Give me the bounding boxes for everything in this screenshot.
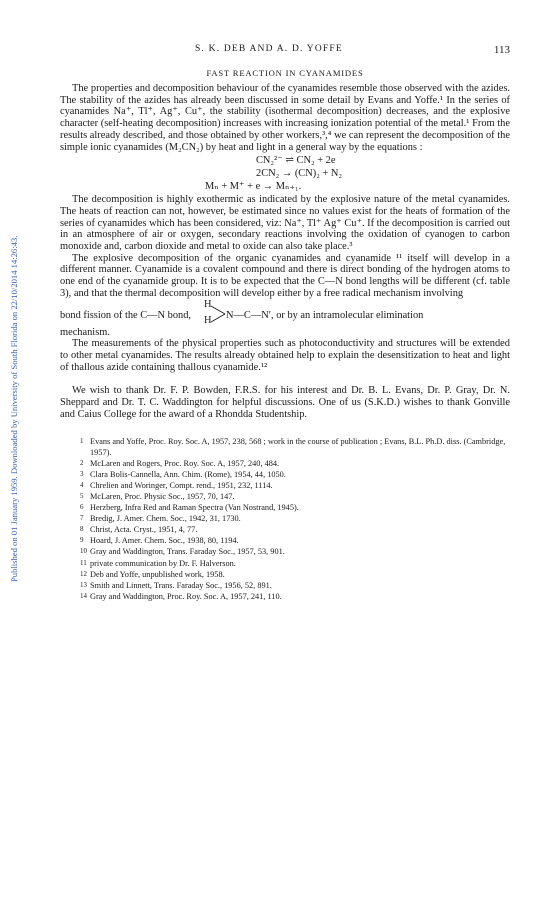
equation-metal-growth: Mₙ + M⁺ + e → Mₙ₊₁. — [205, 181, 302, 193]
equation-block — [60, 154, 510, 193]
structure-hydrogen-top: H — [204, 298, 212, 310]
structure-hydrogen-bottom: H — [204, 314, 212, 326]
reference-number: 12 — [80, 569, 87, 578]
reference-number: 3 — [80, 469, 84, 478]
reference-number: 14 — [80, 591, 87, 600]
reference-item — [80, 502, 510, 513]
reference-number: 11 — [80, 558, 87, 567]
reference-text: Hoard, J. Amer. Chem. Soc., 1938, 80, 1194. — [90, 536, 239, 546]
reference-text: private communication by Dr. F. Halverson. — [90, 558, 236, 568]
reference-text: Bredig, J. Amer. Chem. Soc., 1942, 31, 1730. — [90, 514, 241, 524]
reference-number: 8 — [80, 525, 84, 534]
reference-text: McLaren and Rogers, Proc. Roy. Soc. A, 1957, 240, 484. — [90, 458, 280, 468]
reference-text: Clara Bolis-Cannella, Ann. Chim. (Rome), 1954, 44, 1050. — [90, 469, 286, 479]
reference-number: 9 — [80, 536, 84, 545]
reference-item — [80, 580, 510, 591]
reference-number: 13 — [80, 580, 87, 589]
paragraph-mechanism-end: mechanism. — [60, 326, 110, 338]
reference-text: Gray and Waddington, Trans. Faraday Soc., 1957, 53, 901. — [90, 547, 285, 557]
reference-item — [80, 513, 510, 524]
reference-item — [80, 436, 510, 457]
section-title: FAST REACTION IN CYANAMIDES — [206, 68, 364, 78]
running-head-authors: S. K. DEB AND A. D. YOFFE — [195, 44, 343, 54]
reference-text: Evans and Yoffe, Proc. Roy. Soc. A, 1957, 238, 568 ; work in the course of publication ; Evans, B.L. Ph.D. diss. (Cambridge, 1957). — [90, 437, 506, 457]
reference-item — [80, 535, 510, 546]
acknowledgements: We wish to thank Dr. F. P. Bowden, F.R.S. for his interest and Dr. B. L. Evans, Dr. P. Gray, Dr. N. Sheppard and Dr. T. C. Waddington for helpful discussions. One of us (S.K.D.) wishes to thank Gonville and Caius College for the award of a Rhondda Studentship. — [60, 385, 510, 420]
reference-item — [80, 469, 510, 480]
reference-text: Smith and Linnett, Trans. Faraday Soc., 1956, 52, 891. — [90, 580, 272, 590]
structure-bond-lines — [210, 304, 226, 324]
paragraph-measurements: The measurements of the physical properties such as photoconductivity and structures will be extended to other metal cyanamides. The results already obtained help to explain the desensitization to heat and light of thallous azide containing thallous cyanamide.¹² — [60, 338, 510, 373]
reference-text: McLaren, Proc. Physic Soc., 1957, 70, 147. — [90, 491, 235, 501]
reference-item — [80, 524, 510, 535]
reference-number: 10 — [80, 547, 87, 556]
structure-lead-text: bond fission of the C—N bond, — [60, 309, 192, 321]
reference-item — [80, 569, 510, 580]
equation-cyanogen: 2CN₂ → (CN)₂ + N₂ — [256, 168, 342, 180]
reference-number: 4 — [80, 480, 84, 489]
paragraph-exothermic: The decomposition is highly exothermic as indicated by the explosive nature of the metal cyanamides. The heats of reaction can not, however, be estimated since no values exist for the heats of formation of the series of cyanamides which has been considered, viz: Na⁺, Tl⁺ Ag⁺ Cu⁺. If the decomposition is carried out in an atmosphere of air or oxygen, secondary reactions involving the oxidation of cyanogen to carbon monoxide and, carbon dioxide and metal to oxide can also take place.³ — [60, 194, 510, 253]
reference-number: 2 — [80, 458, 84, 467]
reference-item — [80, 591, 510, 602]
reference-number: 6 — [80, 503, 84, 512]
reference-text: Deb and Yoffe, unpublished work, 1958. — [90, 569, 225, 579]
reference-text: Gray and Waddington, Proc. Roy. Soc. A, 1957, 241, 110. — [90, 591, 282, 601]
reference-item — [80, 458, 510, 469]
running-head — [60, 44, 510, 58]
reference-item — [80, 558, 510, 569]
cyanamide-structure-line — [60, 298, 510, 327]
reference-number: 1 — [80, 437, 84, 446]
journal-page — [60, 44, 510, 602]
paragraph-stability: The properties and decomposition behaviour of the cyanamides resemble those observed with the azides. The stability of the azides has already been discussed in some detail by Evans and Yoffe.¹ In the series of cyanamides Na⁺, Tl⁺, Ag⁺, Cu⁺, the stability (isothermal decomposition) decreases, and the explosive character (self-heating decomposition) increases with increasing ionization potential of the metal.¹ From the results already described, and those obtained by other workers,³,⁴ we can represent the decomposition of the simple ionic cyanamides (M₂CN₂) by heat and light in a general way by the equations : — [60, 83, 510, 153]
reference-text: Herzberg, Infra Red and Raman Spectra (Van Nostrand, 1945). — [90, 503, 299, 513]
reference-item — [80, 546, 510, 557]
page-number: 113 — [493, 44, 510, 56]
reference-text: Chrelien and Woringer, Compt. rend., 1951, 232, 1114. — [90, 480, 273, 490]
paragraph-organic-cyanamides: The explosive decomposition of the organic cyanamides and cyanamide ¹¹ itself will develop in a different manner. Cyanamide is a covalent compound and there is direct bonding of the hydrogen atoms to one end of the cyanamide group. It is to be expected that the C—N bond lengths will be different (cf. table 3), and that the thermal decomposition will develop either by a free radical mechanism involving — [60, 252, 510, 299]
equation-ionization: CN₂²⁻ ⇌ CN₂ + 2e — [256, 155, 336, 167]
reference-list — [60, 436, 510, 601]
reference-number: 5 — [80, 491, 84, 500]
reference-number: 7 — [80, 514, 84, 523]
reference-item — [80, 480, 510, 491]
reference-text: Christ, Acta. Cryst., 1951, 4, 77. — [90, 525, 198, 535]
reference-item — [80, 491, 510, 502]
download-watermark: Published on 01 January 1959. Downloaded by University of South Florida on 22/10/2014 14:26:43. — [9, 235, 19, 582]
structure-tail-text: N—C—N′, or by an intramolecular elimination — [226, 309, 424, 321]
